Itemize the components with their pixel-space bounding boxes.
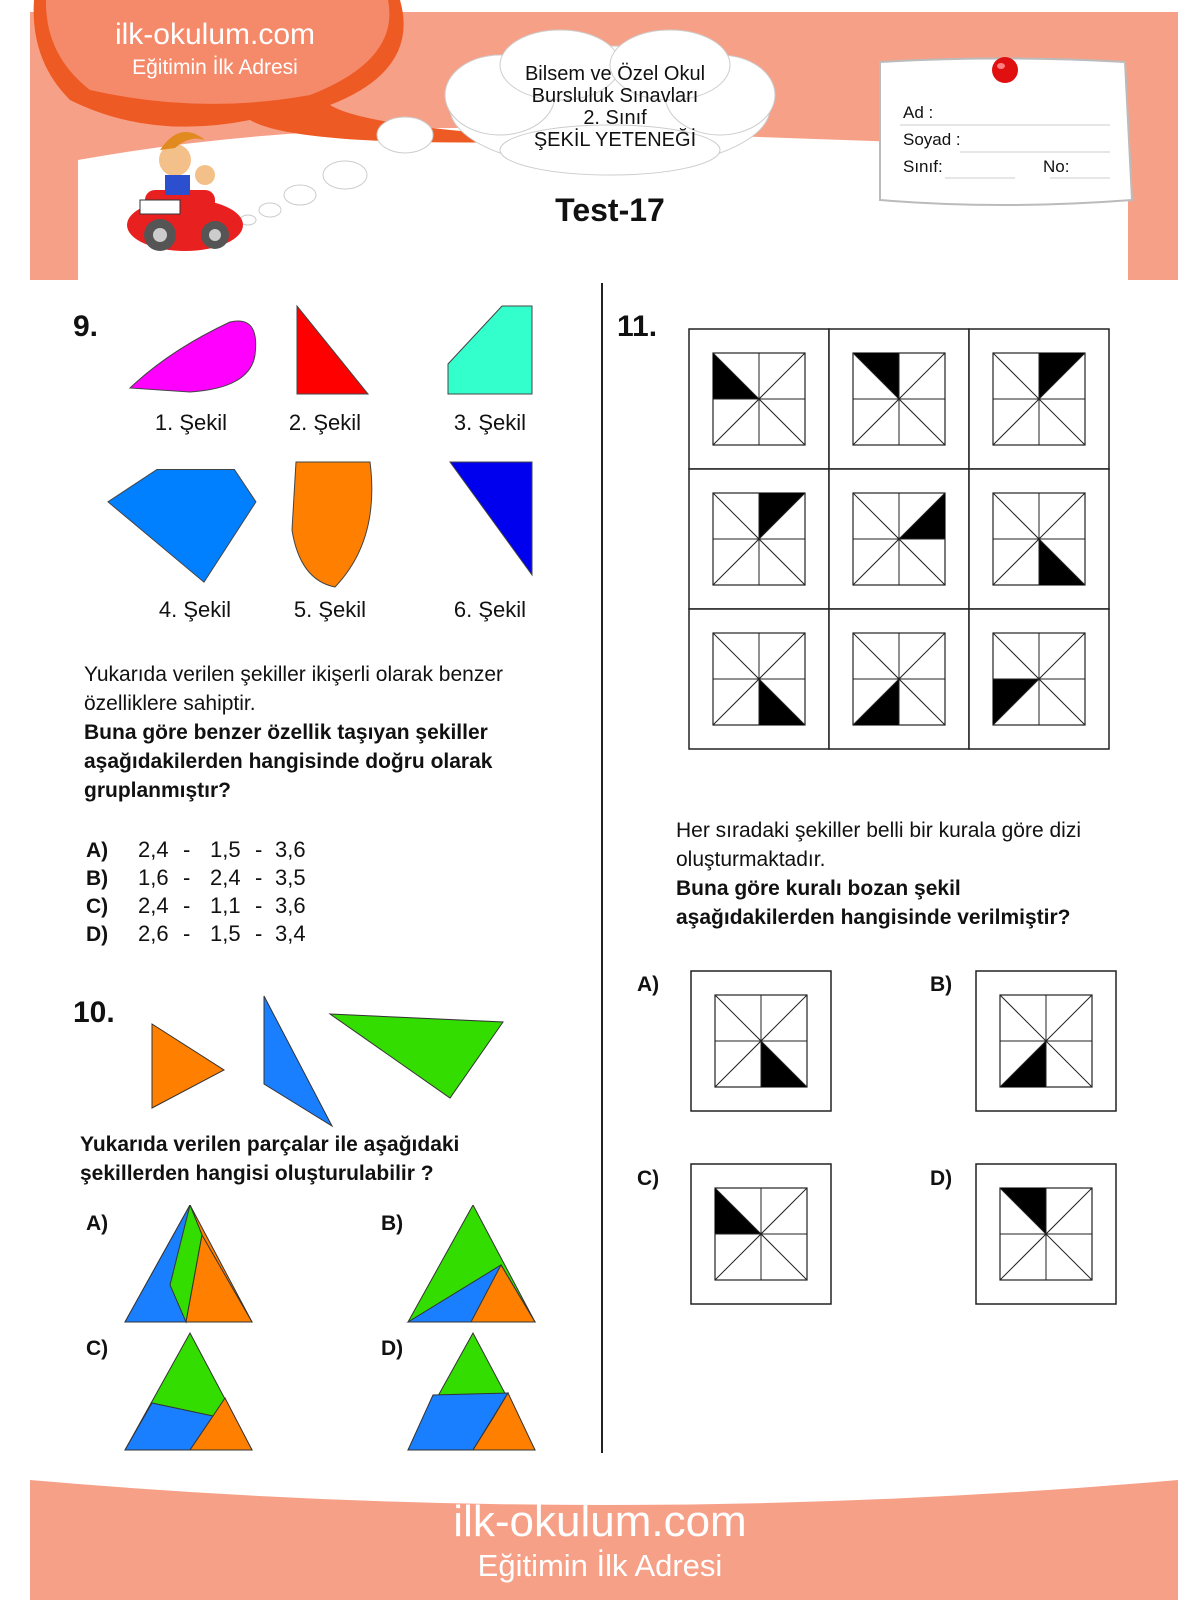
q9-bold-2: aşağıdakilerden hangisinde doğru olarak (84, 750, 493, 773)
cloud-line-2: Bursluluk Sınavları (531, 85, 699, 107)
q11-grid-icon (993, 493, 1085, 585)
q11-grid-icon (853, 493, 945, 585)
q9-option-d[interactable] (86, 920, 306, 948)
q11-option-icon (715, 1188, 807, 1280)
q9-shape5-egg (292, 462, 372, 587)
footer-subtitle: Eğitimin İlk Adresi (477, 1548, 723, 1583)
q9-option-a-val2: 1,5 (210, 837, 241, 862)
q10-option-b-letter[interactable]: B) (381, 1212, 404, 1235)
q9-option-b[interactable] (86, 864, 306, 892)
q9-options (86, 836, 306, 948)
q9-label-4: 4. Şekil (158, 597, 232, 622)
q9-dash: - (255, 893, 263, 918)
q9-option-b-val3: 3,5 (275, 865, 306, 890)
q9-number: 9. (73, 310, 99, 343)
q10-number: 10. (73, 996, 115, 1029)
q11-grid (688, 328, 1114, 754)
q10-option-c-figure (125, 1333, 252, 1450)
q11-grid-icon (713, 493, 805, 585)
q10-pieces (140, 990, 520, 1130)
q9-label-6: 6. Şekil (453, 597, 527, 622)
q9-label-1: 1. Şekil (154, 410, 228, 435)
field-no-label: No: (1043, 157, 1070, 176)
q10-option-c-letter[interactable]: C) (86, 1337, 109, 1360)
q11-options-figures (690, 970, 1130, 1320)
q11-text-2: oluşturmaktadır. (676, 848, 826, 871)
q11-bold-1: Buna göre kuralı bozan şekil (676, 877, 961, 900)
q9-dash: - (183, 837, 191, 862)
q9-option-c-val3: 3,6 (275, 893, 306, 918)
q9-option-d-val1: 2,6 (138, 921, 169, 946)
q9-option-c[interactable] (86, 892, 306, 920)
q9-option-c-letter: C) (86, 895, 109, 918)
q9-option-c-val2: 1,1 (210, 893, 241, 918)
q11-question (676, 816, 1156, 932)
q9-label-5: 5. Şekil (293, 597, 367, 622)
q9-shape4-pentagon (108, 470, 256, 583)
q9-option-d-val2: 1,5 (210, 921, 241, 946)
q9-question (84, 660, 584, 805)
q10-option-a-figure (125, 1205, 252, 1322)
q9-option-a-val1: 2,4 (138, 837, 169, 862)
q9-label-2: 2. Şekil (288, 410, 362, 435)
column-divider (601, 283, 603, 1453)
q9-shape2-triangle (297, 306, 368, 394)
q10-piece-orange (152, 1024, 224, 1108)
footer-title[interactable]: ilk-okulum.com (453, 1497, 747, 1546)
q9-option-b-letter: B) (86, 867, 109, 890)
q9-dash: - (183, 865, 191, 890)
cloud-text (490, 63, 740, 151)
q11-option-b-letter[interactable]: B) (930, 973, 953, 996)
cloud-line-1: Bilsem ve Özel Okul (524, 63, 706, 85)
q10-piece-blue (264, 996, 332, 1126)
q9-option-d-val3: 3,4 (275, 921, 306, 946)
q11-grid-icon (853, 353, 945, 445)
q10-bold-1: Yukarıda verilen parçalar ile aşağıdaki (80, 1133, 460, 1156)
q11-option-icon (1000, 995, 1092, 1087)
q9-dash: - (255, 921, 263, 946)
q10-piece-green (330, 1014, 503, 1098)
cloud-line-4: ŞEKİL YETENEĞİ (533, 129, 697, 151)
q9-option-a[interactable] (86, 836, 306, 864)
q9-option-b-val2: 2,4 (210, 865, 241, 890)
q11-grid-icon (713, 633, 805, 725)
q9-shape3-pentagon (448, 306, 532, 394)
q10-option-a-letter[interactable]: A) (86, 1212, 109, 1235)
field-soyad-label: Soyad : (903, 130, 961, 149)
q9-option-a-letter: A) (86, 839, 109, 862)
q11-text-1: Her sıradaki şekiller belli bir kurala göre dizi (676, 819, 1081, 842)
q11-option-icon (1000, 1188, 1092, 1280)
q9-text-2: özelliklere sahiptir. (84, 692, 256, 715)
logo-subtitle: Eğitimin İlk Adresi (132, 56, 298, 79)
q9-shapes (100, 300, 550, 590)
q11-grid-icon (713, 353, 805, 445)
q11-bold-2: aşağıdakilerden hangisinde verilmiştir? (676, 906, 1071, 929)
q9-dash: - (183, 893, 191, 918)
q10-option-b-figure (408, 1205, 535, 1322)
q9-bold-1: Buna göre benzer özellik taşıyan şekiller (84, 721, 488, 744)
q11-option-a-letter[interactable]: A) (637, 973, 660, 996)
q10-bold-2: şekillerden hangisi oluşturulabilir ? (80, 1162, 434, 1185)
test-title: Test-17 (555, 192, 665, 228)
q10-option-d-figure (408, 1333, 535, 1450)
q11-grid-icon (993, 633, 1085, 725)
q10-options-figures (120, 1205, 550, 1460)
q10-question (80, 1130, 580, 1188)
q9-shape6-triangle (450, 462, 532, 575)
q11-grid-icon (853, 633, 945, 725)
q9-dash: - (183, 921, 191, 946)
q10-option-d-letter[interactable]: D) (381, 1337, 404, 1360)
q11-option-icon (715, 995, 807, 1087)
q11-grid-icon (993, 353, 1085, 445)
q11-option-d-letter[interactable]: D) (930, 1167, 953, 1190)
field-sinif-label: Sınıf: (903, 157, 943, 176)
q11-option-c-letter[interactable]: C) (637, 1167, 660, 1190)
q11-number: 11. (617, 310, 658, 343)
logo-title[interactable]: ilk-okulum.com (114, 18, 316, 51)
q9-option-b-val1: 1,6 (138, 865, 169, 890)
q9-option-a-val3: 3,6 (275, 837, 306, 862)
cloud-line-3: 2. Sınıf (583, 107, 647, 129)
q9-text-1: Yukarıda verilen şekiller ikişerli olarak benzer (84, 663, 504, 686)
field-ad-label: Ad : (903, 103, 934, 122)
q9-dash: - (255, 837, 263, 862)
q9-bold-3: gruplanmıştır? (84, 779, 232, 802)
q9-option-c-val1: 2,4 (138, 893, 169, 918)
q9-option-d-letter: D) (86, 923, 109, 946)
q9-label-3: 3. Şekil (453, 410, 527, 435)
q9-dash: - (255, 865, 263, 890)
q9-shape1-semicircle (130, 321, 256, 392)
